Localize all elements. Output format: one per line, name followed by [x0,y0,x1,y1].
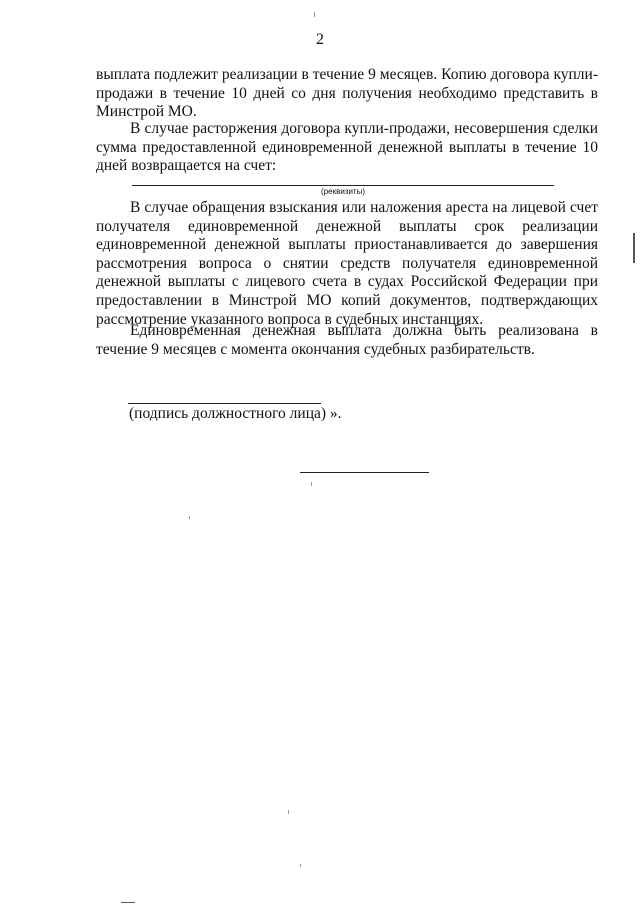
document-end-line [300,472,429,473]
scan-speck [189,516,190,519]
requisites-caption: (реквизиты) [321,187,365,196]
paragraph-contract-termination: В случае расторжения договора купли-продажи, несовершения сделки сумма предоставленной единовременной денежной выплаты в течение 10 дней возвращается на счет: [96,120,598,175]
requisites-line [132,185,554,186]
paragraph-court-completion: Единовременная денежная выплата должна быть реализована в течение 9 месяцев с момента окончания судебных разбирательств. [96,322,598,358]
scan-speck [300,864,301,867]
scan-speck [288,810,289,814]
paragraph-account-arrest: В случае обращения взыскания или наложения ареста на лицевой счет получателя единовременной денежной выплаты срок реализации единовременной денежной выплаты приостанавливается до завершения рассмотрения вопроса о снятии средств получателя единовременной денежной выплаты с лицевого счета в судах Российской Федерации при предоставлении в Минстрой МО копий документов, подтверждающих рассмотрение указанного вопроса в судебных инстанциях. [96,199,598,328]
signature-line [128,403,321,404]
scan-speck [311,482,312,486]
page-number: 2 [316,31,324,48]
scan-speck [314,12,315,17]
signature-caption: (подпись должностного лица) ». [129,405,342,422]
scan-edge-mark [121,902,135,903]
paragraph-sale-deadline: выплата подлежит реализации в течение 9 месяцев. Копию договора купли-продажи в течение 10 дней со дня получения необходимо представить в Минстрой МО. [96,66,598,121]
scan-edge-mark [633,233,635,263]
